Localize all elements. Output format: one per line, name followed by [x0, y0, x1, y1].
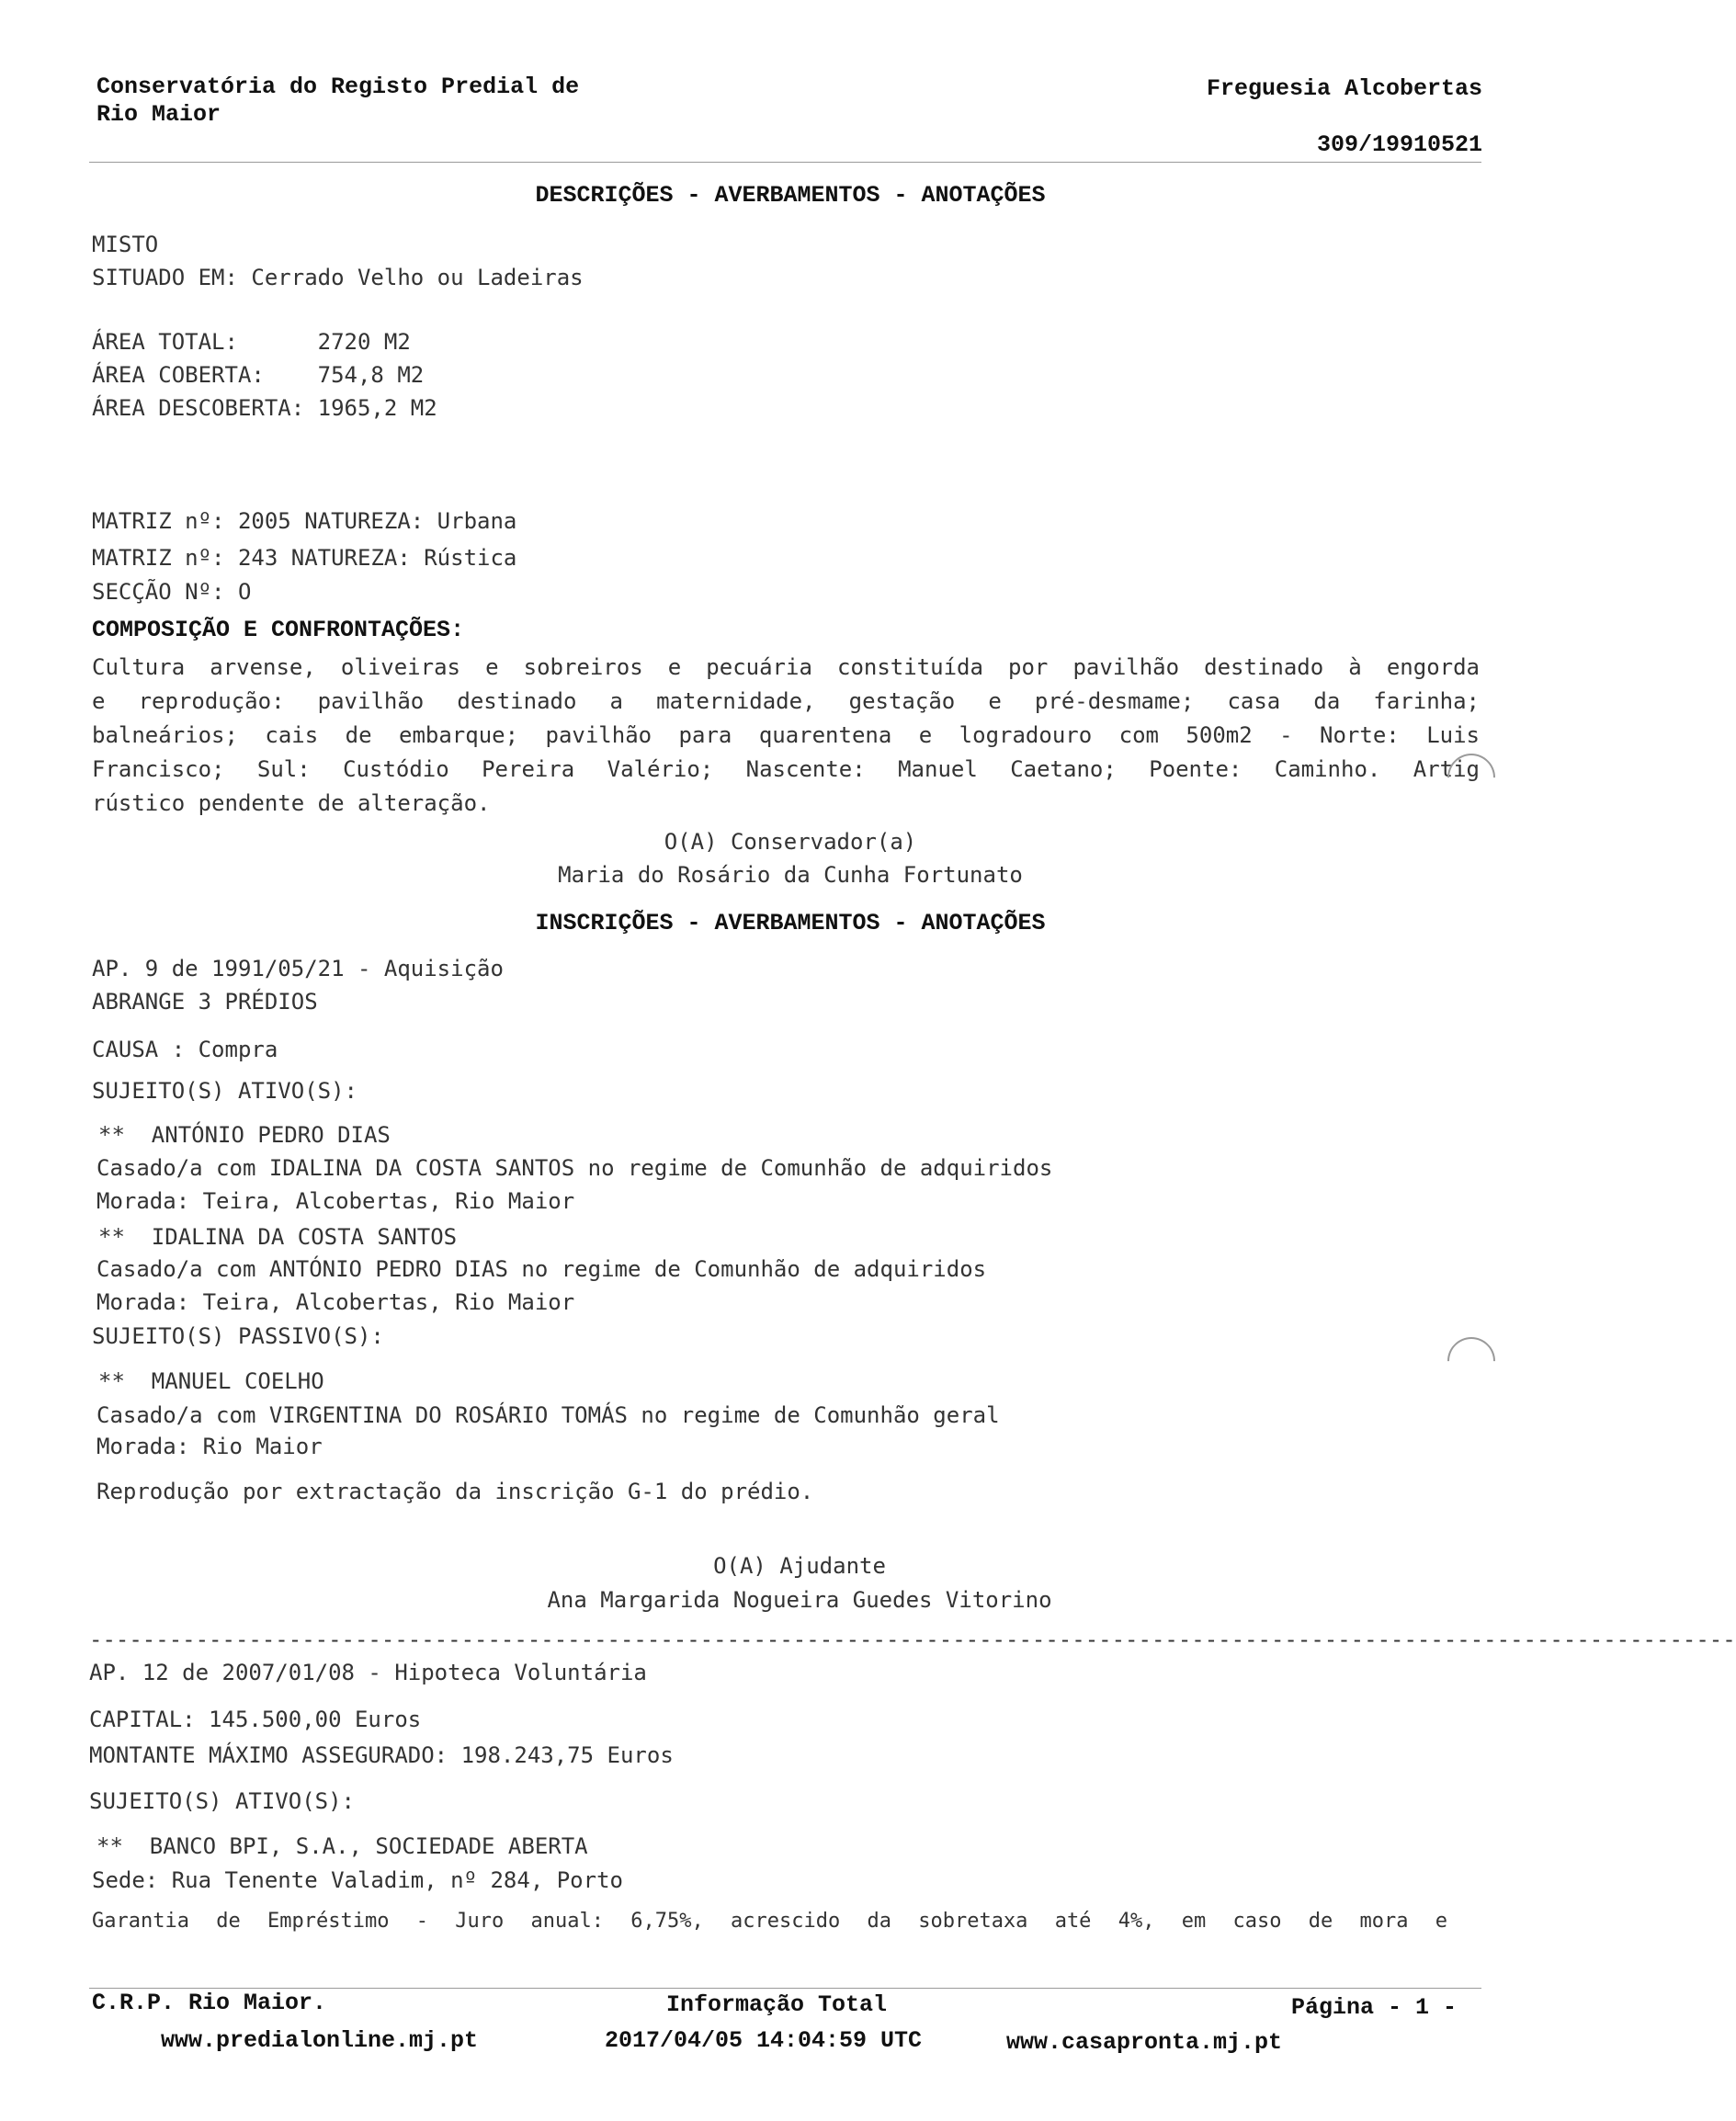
composition-line: balneários; cais de embarque; pavilhão para quarentena e logradouro com 500m2 - Norte: Luis [92, 722, 1480, 748]
footer-predial-link[interactable]: www.predialonline.mj.pt [161, 2027, 479, 2054]
entry-separator: ---------------------------------------------------------------------------------------------------------------------------- [89, 1627, 1736, 1652]
ap9-passive-label: SUJEITO(S) PASSIVO(S): [92, 1323, 384, 1349]
composition-line: Cultura arvense, oliveiras e sobreiros e pecuária constituída por pavilhão destinado à engorda [92, 654, 1480, 680]
ap12-capital: CAPITAL: 145.500,00 Euros [89, 1707, 422, 1732]
composition-line: e reprodução: pavilhão destinado a maternidade, gestação e pré-desmame; casa da farinha; [92, 688, 1480, 714]
ap12-max-amount: MONTANTE MÁXIMO ASSEGURADO: 198.243,75 Euros [89, 1742, 674, 1768]
assistant-role: O(A) Ajudante [713, 1553, 886, 1579]
parish-name: Freguesia Alcobertas [1206, 75, 1482, 102]
area-covered: ÁREA COBERTA: 754,8 M2 [92, 362, 425, 388]
active-subject-name: ** IDALINA DA COSTA SANTOS [98, 1224, 458, 1250]
active-subject-marital: Casado/a com IDALINA DA COSTA SANTOS no regime de Comunhão de adquiridos [96, 1155, 1053, 1181]
property-reference: 309/19910521 [1316, 131, 1482, 158]
header-divider [89, 162, 1481, 163]
ap12-guarantee: Garantia de Empréstimo - Juro anual: 6,75%, acrescido da sobretaxa até 4%, em caso de mora e [92, 1910, 1447, 1933]
punch-hole-mark [1437, 1327, 1505, 1395]
ap9-title: AP. 9 de 1991/05/21 - Aquisição [92, 956, 504, 981]
ap9-note: Reprodução por extractação da inscrição G-1 do prédio. [96, 1479, 814, 1504]
ap9-active-label: SUJEITO(S) ATIVO(S): [92, 1078, 357, 1104]
ap12-active-label: SUJEITO(S) ATIVO(S): [89, 1788, 355, 1814]
composition-title: COMPOSIÇÃO E CONFRONTAÇÕES: [92, 617, 465, 643]
property-type: MISTO [92, 232, 159, 257]
active-subject-address: Morada: Teira, Alcobertas, Rio Maior [96, 1188, 575, 1214]
descriptions-section-title: DESCRIÇÕES - AVERBAMENTOS - ANOTAÇÕES [535, 182, 1046, 209]
passive-subject-address: Morada: Rio Maior [96, 1434, 323, 1459]
active-subject-marital: Casado/a com ANTÓNIO PEDRO DIAS no regime de Comunhão de adquiridos [96, 1256, 987, 1282]
conservator-name: Maria do Rosário da Cunha Fortunato [558, 862, 1023, 888]
footer-divider [89, 1988, 1481, 1989]
active-subject-address: Morada: Teira, Alcobertas, Rio Maior [96, 1289, 575, 1315]
office-name-line1: Conservatória do Registo Predial de [96, 74, 580, 100]
area-total: ÁREA TOTAL: 2720 M2 [92, 329, 411, 355]
composition-line: rústico pendente de alteração. [92, 790, 491, 816]
office-name-line2: Rio Maior [96, 101, 221, 128]
punch-hole-mark [1437, 743, 1505, 811]
property-location: SITUADO EM: Cerrado Velho ou Ladeiras [92, 265, 584, 290]
footer-casapronta-link[interactable]: www.casapronta.mj.pt [1006, 2029, 1283, 2056]
footer-doc-type: Informação Total [666, 1991, 888, 2018]
footer-timestamp: 2017/04/05 14:04:59 UTC [605, 2027, 923, 2054]
matrix-urban: MATRIZ nº: 2005 NATUREZA: Urbana [92, 508, 517, 534]
area-uncovered: ÁREA DESCOBERTA: 1965,2 M2 [92, 395, 437, 421]
assistant-name: Ana Margarida Nogueira Guedes Vitorino [547, 1587, 1052, 1613]
passive-subject-name: ** MANUEL COELHO [98, 1368, 324, 1394]
inscriptions-section-title: INSCRIÇÕES - AVERBAMENTOS - ANOTAÇÕES [535, 910, 1046, 936]
ap9-cause: CAUSA : Compra [92, 1037, 278, 1062]
footer-page-number: Página - 1 - [1291, 1994, 1458, 2021]
active-subject-name: ** ANTÓNIO PEDRO DIAS [98, 1122, 391, 1148]
ap9-scope: ABRANGE 3 PRÉDIOS [92, 989, 318, 1015]
matrix-rustic: MATRIZ nº: 243 NATUREZA: Rústica [92, 545, 517, 571]
conservator-role: O(A) Conservador(a) [664, 829, 917, 855]
footer-office: C.R.P. Rio Maior. [92, 1990, 327, 2016]
passive-subject-marital: Casado/a com VIRGENTINA DO ROSÁRIO TOMÁS no regime de Comunhão geral [96, 1402, 1000, 1428]
composition-line: Francisco; Sul: Custódio Pereira Valério; Nascente: Manuel Caetano; Poente: Caminho. Artig [92, 756, 1480, 782]
section-number: SECÇÃO Nº: O [92, 579, 252, 605]
ap12-active-address: Sede: Rua Tenente Valadim, nº 284, Porto [92, 1867, 623, 1893]
ap12-title: AP. 12 de 2007/01/08 - Hipoteca Voluntária [89, 1660, 647, 1685]
ap12-active-name: ** BANCO BPI, S.A., SOCIEDADE ABERTA [96, 1833, 588, 1859]
